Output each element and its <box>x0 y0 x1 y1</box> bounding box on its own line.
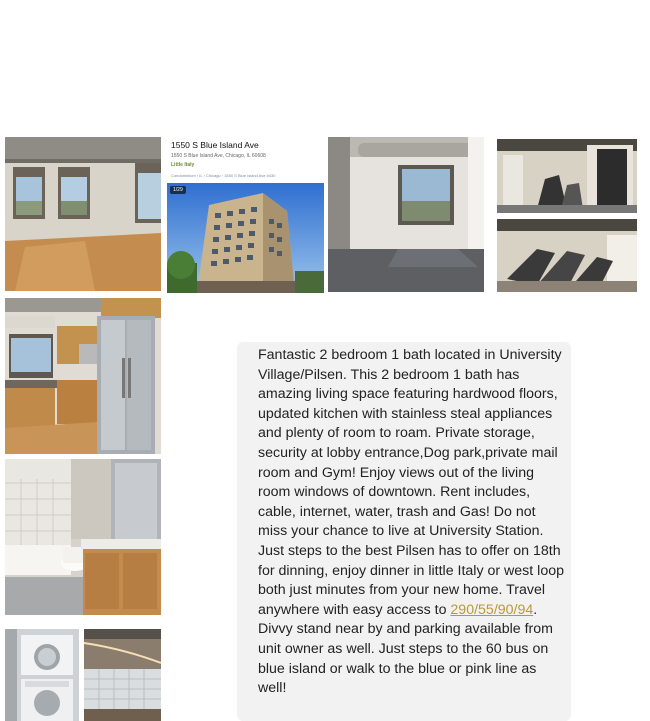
highway-link[interactable]: 290/55/90/94 <box>450 601 534 618</box>
hallway-photo[interactable] <box>84 629 161 721</box>
breadcrumb[interactable]: Condominium › IL › Chicago › 1550 S Blue Island Ave #430 <box>171 173 276 178</box>
listing-sub-address: 1550 S Blue Island Ave, Chicago, IL 60608 <box>171 153 266 159</box>
gym-photo[interactable] <box>497 139 637 292</box>
living-room-photo[interactable] <box>5 137 161 291</box>
description-text: Fantastic 2 bedroom 1 bath located in University Village/Pilsen. This 2 bedroom 1 bath has amazing living space featuring hardwood floors, updated kitchen with stainless steal appliances and plenty of room to roam. Private storage, security at lobby entrance,Dog park,private mail room and Gym! Enjoy views out of the living room windows of downtown. Rent includes, cable, internet, water, trash and Gas! Do not miss your chance to live at University Station. Just steps to the best Pilsen has to offer on 18th for dinning, enjoy dinner in little Italy or west loop both just minutes from your new home. Travel anywhere with easy access to <box>258 347 564 618</box>
building-photo[interactable] <box>167 183 324 293</box>
laundry-photo[interactable] <box>5 629 79 721</box>
photo-counter: 1/29 <box>170 186 186 194</box>
bathroom-photo[interactable] <box>5 459 161 615</box>
listing-address: 1550 S Blue Island Ave <box>171 140 259 150</box>
description-text-end: . Divvy stand near by and parking available from unit owner as well. Just steps to the 60 bus on blue island or walk to the blue or pink line as well! <box>258 601 553 697</box>
listing-neighborhood[interactable]: Little Italy <box>171 162 195 168</box>
listing-description <box>258 346 568 699</box>
bedroom-photo[interactable] <box>328 137 484 292</box>
kitchen-photo[interactable] <box>5 298 161 454</box>
listing-card[interactable] <box>164 137 324 293</box>
listing-description-box <box>237 342 571 721</box>
